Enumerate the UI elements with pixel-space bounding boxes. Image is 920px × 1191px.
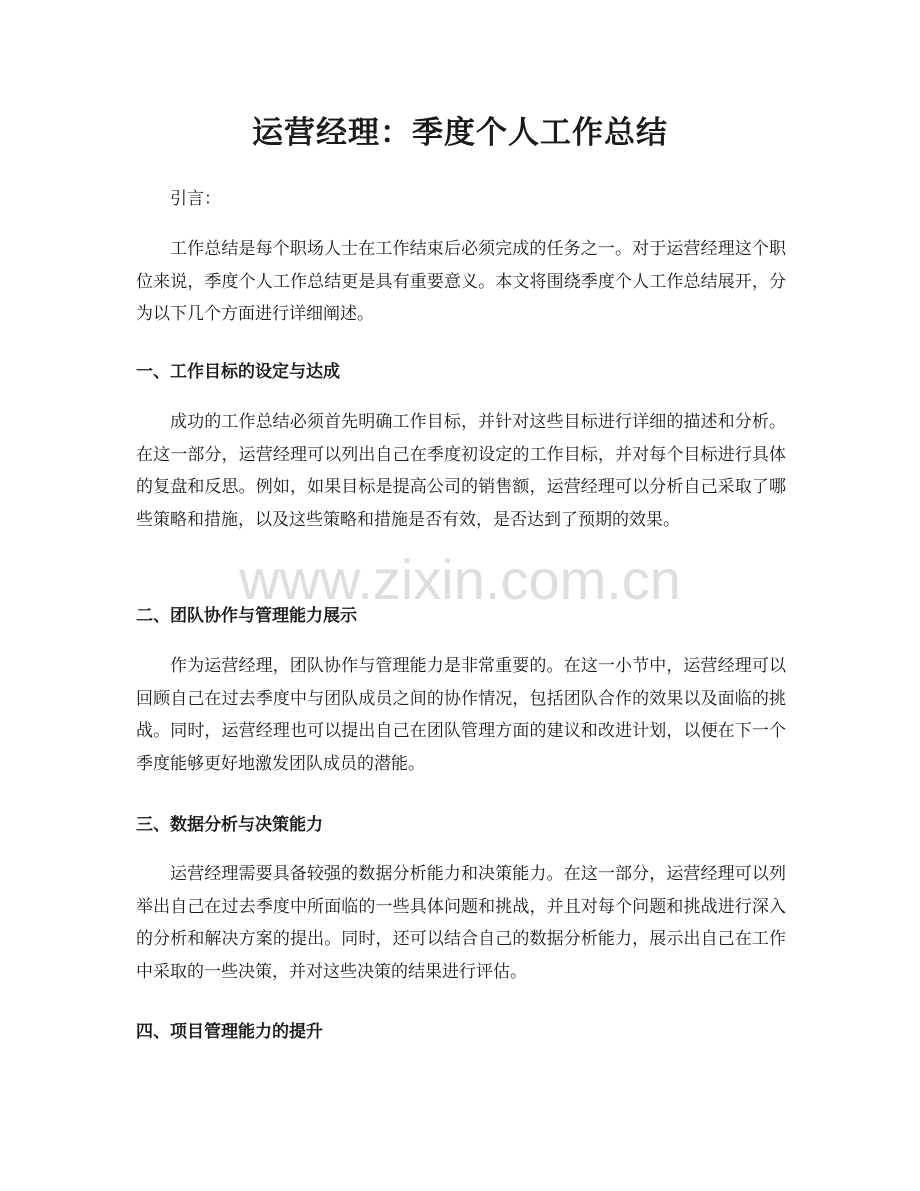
section-body-1: 成功的工作总结必须首先明确工作目标，并针对这些目标进行详细的描述和分析。在这一部分，运营经理可以列出自己在季度初设定的工作目标，并对每个目标进行具体的复盘和反思。例如，如果目标是提高公司的销售额，运营经理可以分析自己采取了哪些策略和措施，以及这些策略和措施是否有效，是否达到了预期的效果。 — [136, 412, 786, 530]
section-heading-2: 二、团队协作与管理能力展示 — [136, 606, 357, 626]
section-heading-3: 三、数据分析与决策能力 — [136, 815, 323, 835]
section-heading-4: 四、项目管理能力的提升 — [136, 1022, 323, 1042]
document-title: 运营经理：季度个人工作总结 — [252, 115, 668, 151]
section-body-3: 运营经理需要具备较强的数据分析能力和决策能力。在这一部分，运营经理可以列举出自己在过去季度中所面临的一些具体问题和挑战，并且对每个问题和挑战进行深入的分析和解决方案的提出。同时，还可以结合自己的数据分析能力，展示出自己在工作中采取的一些决策，并对这些决策的结果进行评估。 — [136, 864, 786, 982]
section-heading-1: 一、工作目标的设定与达成 — [136, 362, 340, 382]
intro-label: 引言： — [170, 189, 221, 209]
intro-paragraph: 工作总结是每个职场人士在工作结束后必须完成的任务之一。对于运营经理这个职位来说，季度个人工作总结更是具有重要意义。本文将围绕季度个人工作总结展开，分为以下几个方面进行详细阐述。 — [136, 239, 786, 324]
section-body-2: 作为运营经理，团队协作与管理能力是非常重要的。在这一小节中，运营经理可以回顾自己在过去季度中与团队成员之间的协作情况，包括团队合作的效果以及面临的挑战。同时，运营经理也可以提出自己在团队管理方面的建议和改进计划，以便在下一个季度能够更好地激发团队成员的潜能。 — [136, 656, 786, 774]
watermark: www.zixin.com.cn — [239, 548, 681, 611]
